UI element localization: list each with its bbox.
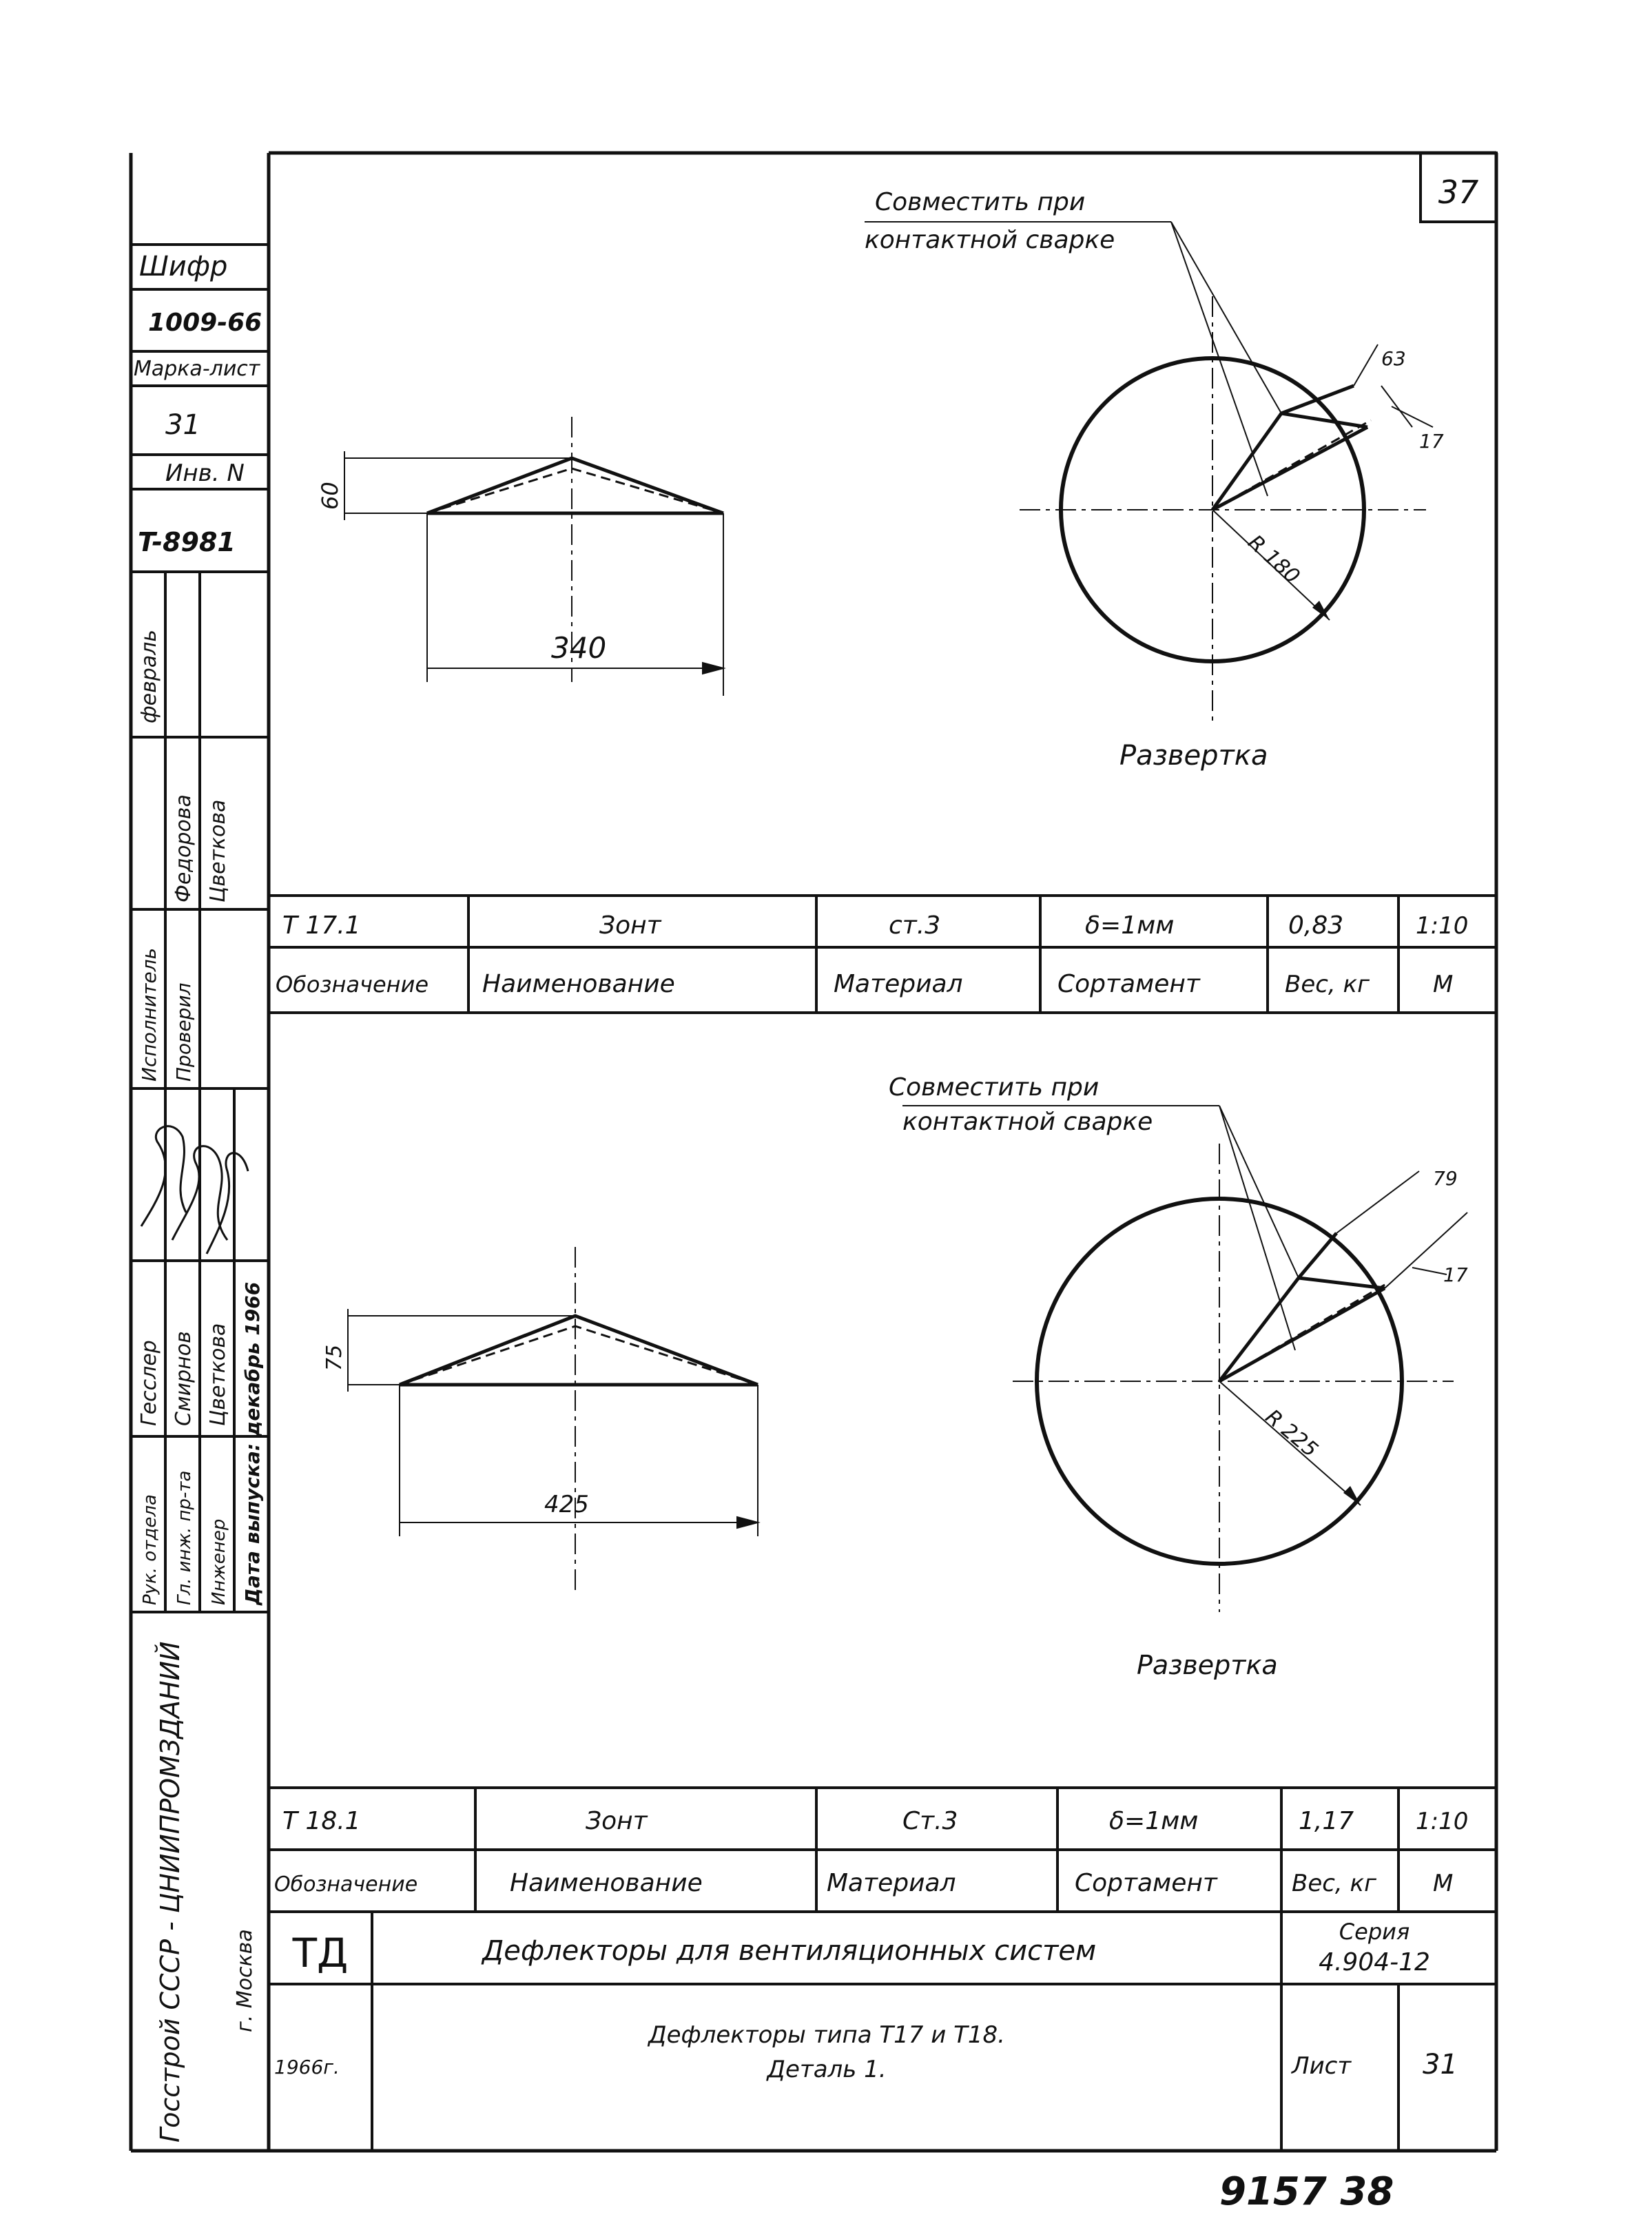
name-top-2: Цветкова	[206, 799, 230, 902]
t1-h-assortment: Сортамент	[1057, 970, 1200, 998]
role-engineer: Инженер	[209, 1518, 229, 1605]
year: 1966г.	[274, 2056, 340, 2078]
name-2: Смирнов	[172, 1331, 196, 1426]
table-1	[269, 896, 1496, 1013]
subtitle-line-1: Дефлекторы типа Т17 и Т18.	[648, 2021, 1005, 2049]
t1-h-name: Наименование	[482, 970, 675, 998]
t1-h-scale: М	[1433, 971, 1454, 998]
page-number-box	[1421, 153, 1496, 222]
t2-scale: 1:10	[1416, 1808, 1469, 1835]
d2-note-line-2: контактной сварке	[902, 1108, 1153, 1136]
marking-sheet-label: Марка-лист	[134, 357, 260, 381]
t2-h-designation: Обозначение	[274, 1872, 418, 1897]
org-line-1: Госстрой СССР - ЦНИИПРОМЗДАНИЙ	[155, 1641, 185, 2143]
t1-h-material: Материал	[834, 970, 963, 998]
t2-h-material: Материал	[827, 1869, 956, 1897]
d1-dim-63: 63	[1381, 347, 1406, 370]
name-top-1: Федорова	[172, 794, 196, 902]
role-chief-engineer: Гл. инж. пр-та	[174, 1470, 195, 1605]
d2-dim-79: 79	[1433, 1167, 1458, 1190]
t2-h-scale: М	[1433, 1870, 1454, 1897]
d2-note-line-1: Совместить при	[889, 1073, 1099, 1102]
d1-height-dim: 60	[317, 482, 343, 510]
side-stamp	[131, 245, 269, 2143]
t1-name: Зонт	[599, 911, 661, 940]
logo-td: ТД	[292, 1930, 349, 1976]
d1-dim-17: 17	[1419, 430, 1444, 453]
t2-h-weight: Вес, кг	[1292, 1870, 1376, 1897]
series-label: Серия	[1339, 1919, 1410, 1945]
t1-assortment: δ=1мм	[1085, 911, 1175, 940]
t1-h-designation: Обозначение	[276, 971, 429, 998]
table-2	[269, 1788, 1496, 1912]
d2-width-dim: 425	[544, 1491, 589, 1518]
t2-assortment: δ=1мм	[1109, 1807, 1199, 1835]
d2-dim-17: 17	[1443, 1263, 1468, 1286]
t1-material: ст.3	[889, 911, 941, 940]
d1-note-line-2: контактной сварке	[865, 226, 1115, 254]
page-number: 37	[1438, 174, 1479, 211]
role-checked: Проверил	[172, 982, 195, 1082]
cipher-label: Шифр	[139, 251, 228, 282]
cipher-value: 1009-66	[148, 309, 262, 337]
d2-height-dim: 75	[322, 1344, 347, 1371]
subtitle-line-2: Деталь 1.	[767, 2056, 887, 2083]
signatures	[141, 1126, 248, 1254]
d1-radius: R 180	[1243, 530, 1305, 589]
t2-h-assortment: Сортамент	[1075, 1869, 1217, 1897]
t1-h-weight: Вес, кг	[1285, 971, 1370, 998]
d2-caption: Развертка	[1137, 1650, 1278, 1680]
t1-weight: 0,83	[1288, 911, 1344, 940]
role-executor: Исполнитель	[138, 947, 161, 1082]
d2-radius: R 225	[1260, 1405, 1323, 1463]
t2-material: Ст.3	[902, 1807, 958, 1835]
role-head: Рук. отдела	[140, 1494, 161, 1605]
title-block	[269, 1912, 1496, 2151]
d1-width-dim: 340	[551, 631, 607, 665]
month-note: февраль	[137, 629, 161, 723]
d1-caption: Развертка	[1119, 740, 1268, 772]
release-date: Дата выпуска: декабрь 1966	[241, 1281, 264, 1605]
inv-value: T-8981	[138, 527, 236, 557]
t2-weight: 1,17	[1299, 1807, 1354, 1835]
inv-label: Инв. N	[165, 460, 245, 487]
series-value: 4.904-12	[1319, 1948, 1430, 1976]
d1-note-line-1: Совместить при	[875, 188, 1086, 216]
t2-h-name: Наименование	[510, 1869, 703, 1897]
city: г. Москва	[233, 1929, 257, 2032]
t2-name: Зонт	[586, 1807, 648, 1835]
title-main: Дефлекторы для вентиляционных систем	[482, 1935, 1097, 1967]
t1-scale: 1:10	[1416, 912, 1469, 940]
name-3: Цветкова	[206, 1323, 230, 1426]
marking-sheet-value: 31	[165, 409, 200, 441]
t1-designation: Т 17.1	[282, 911, 361, 940]
drawing-1	[317, 188, 1444, 772]
sheet-value: 31	[1423, 2049, 1458, 2081]
sheet-label: Лист	[1292, 2052, 1352, 2080]
t2-designation: Т 18.1	[282, 1807, 361, 1835]
drawing-2	[322, 1073, 1468, 1680]
corner-mark: 9157 38	[1219, 2169, 1394, 2214]
name-1: Гесслер	[137, 1340, 161, 1426]
